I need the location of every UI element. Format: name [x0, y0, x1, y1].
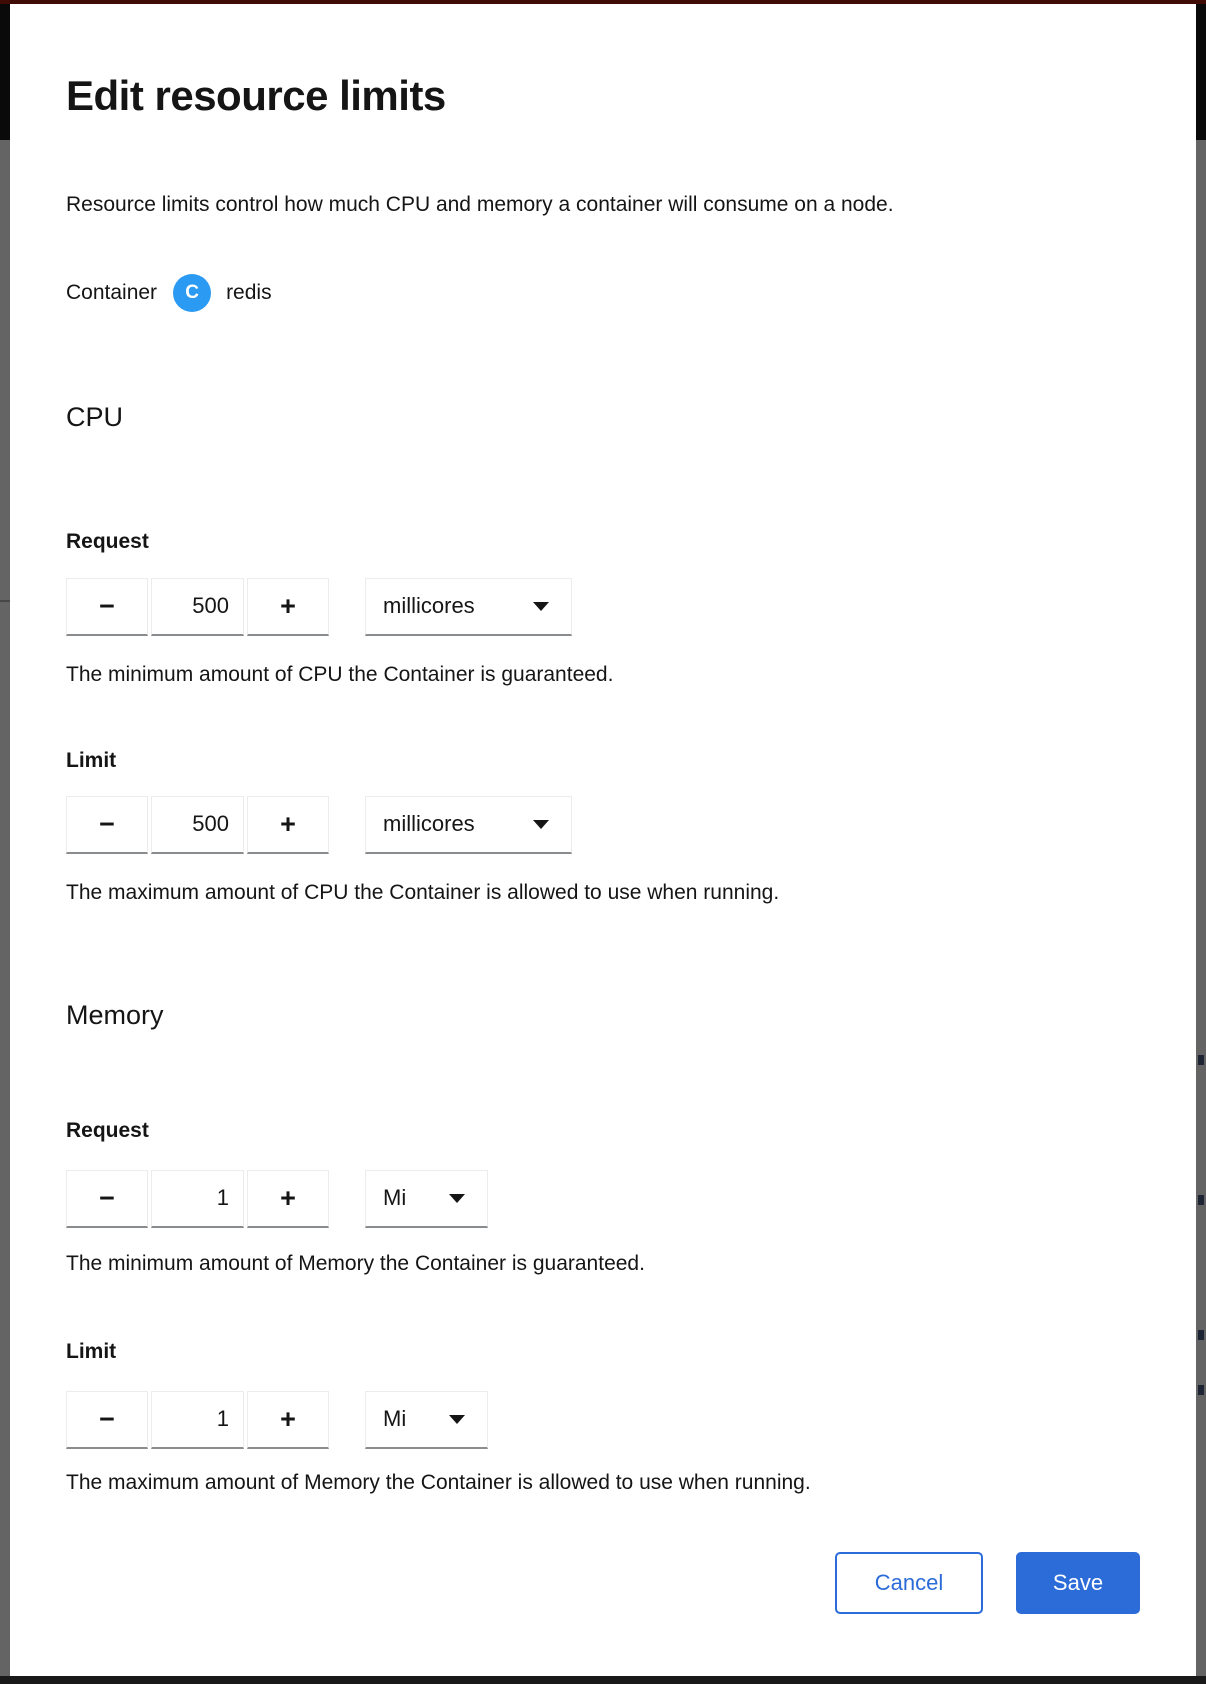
minus-icon: − [99, 808, 115, 839]
cpu-limit-label: Limit [66, 748, 117, 772]
memory-request-stepper [66, 1170, 329, 1228]
backdrop-left-masthead [0, 4, 10, 140]
minus-icon: − [99, 590, 115, 621]
modal-title: Edit resource limits [66, 72, 446, 119]
cpu-request-plus-button[interactable] [247, 578, 329, 636]
backdrop-artifact [1198, 1385, 1204, 1395]
cancel-button[interactable]: Cancel [835, 1552, 983, 1614]
caret-down-icon [449, 1194, 465, 1203]
memory-limit-controls [66, 1391, 1140, 1449]
edit-resource-limits-modal [10, 4, 1196, 1676]
plus-icon: + [280, 1182, 296, 1213]
cpu-limit-helper: The maximum amount of CPU the Container is allowed to use when running. [66, 880, 780, 904]
cpu-request-label: Request [66, 529, 149, 553]
minus-icon: − [99, 1182, 115, 1213]
cpu-request-minus-button[interactable] [66, 578, 148, 636]
backdrop-artifact [1198, 1195, 1204, 1205]
plus-icon: + [280, 808, 296, 839]
cpu-request-stepper [66, 578, 329, 636]
cpu-request-helper: The minimum amount of CPU the Container is guaranteed. [66, 662, 614, 686]
caret-down-icon [449, 1415, 465, 1424]
memory-request-helper: The minimum amount of Memory the Container is guaranteed. [66, 1251, 645, 1275]
backdrop-right-strip [1196, 140, 1206, 1676]
memory-request-input[interactable] [151, 1170, 244, 1228]
memory-limit-helper: The maximum amount of Memory the Container is allowed to use when running. [66, 1470, 811, 1494]
memory-limit-stepper [66, 1391, 329, 1449]
container-row [66, 274, 1140, 312]
cpu-limit-unit-dropdown[interactable] [365, 796, 572, 854]
cpu-limit-unit-value: millicores [383, 811, 475, 836]
cpu-request-input[interactable] [151, 578, 244, 636]
cpu-limit-controls [66, 796, 1140, 854]
section-heading-cpu: CPU [66, 401, 124, 432]
save-button[interactable]: Save [1016, 1552, 1140, 1614]
backdrop-artifact [1198, 1330, 1204, 1340]
backdrop-left-strip [0, 140, 10, 1676]
memory-limit-input[interactable] [151, 1391, 244, 1449]
caret-down-icon [533, 602, 549, 611]
cpu-limit-plus-button[interactable] [247, 796, 329, 854]
section-heading-memory: Memory [66, 999, 164, 1030]
backdrop-artifact [1198, 1055, 1204, 1065]
memory-limit-label: Limit [66, 1339, 117, 1363]
container-badge-icon: C [173, 274, 211, 312]
cpu-limit-input[interactable] [151, 796, 244, 854]
memory-request-minus-button[interactable] [66, 1170, 148, 1228]
cpu-request-controls [66, 578, 1140, 636]
container-label: Container [66, 280, 158, 304]
memory-request-plus-button[interactable] [247, 1170, 329, 1228]
minus-icon: − [99, 1403, 115, 1434]
memory-limit-plus-button[interactable] [247, 1391, 329, 1449]
cpu-request-unit-dropdown[interactable] [365, 578, 572, 636]
memory-request-unit-dropdown[interactable] [365, 1170, 488, 1228]
container-name: redis [226, 280, 272, 304]
modal-description: Resource limits control how much CPU and memory a container will consume on a node. [66, 192, 894, 216]
cpu-request-unit-value: millicores [383, 593, 475, 618]
cpu-limit-minus-button[interactable] [66, 796, 148, 854]
cpu-limit-stepper [66, 796, 329, 854]
memory-limit-unit-dropdown[interactable] [365, 1391, 488, 1449]
memory-limit-unit-value: Mi [383, 1406, 407, 1431]
memory-limit-minus-button[interactable] [66, 1391, 148, 1449]
memory-request-label: Request [66, 1118, 149, 1142]
memory-request-controls [66, 1170, 1140, 1228]
caret-down-icon [533, 820, 549, 829]
plus-icon: + [280, 590, 296, 621]
modal-footer [66, 1552, 1140, 1614]
backdrop-right-masthead [1196, 4, 1206, 140]
backdrop-bottom-strip [0, 1676, 1206, 1684]
plus-icon: + [280, 1403, 296, 1434]
memory-request-unit-value: Mi [383, 1185, 407, 1210]
